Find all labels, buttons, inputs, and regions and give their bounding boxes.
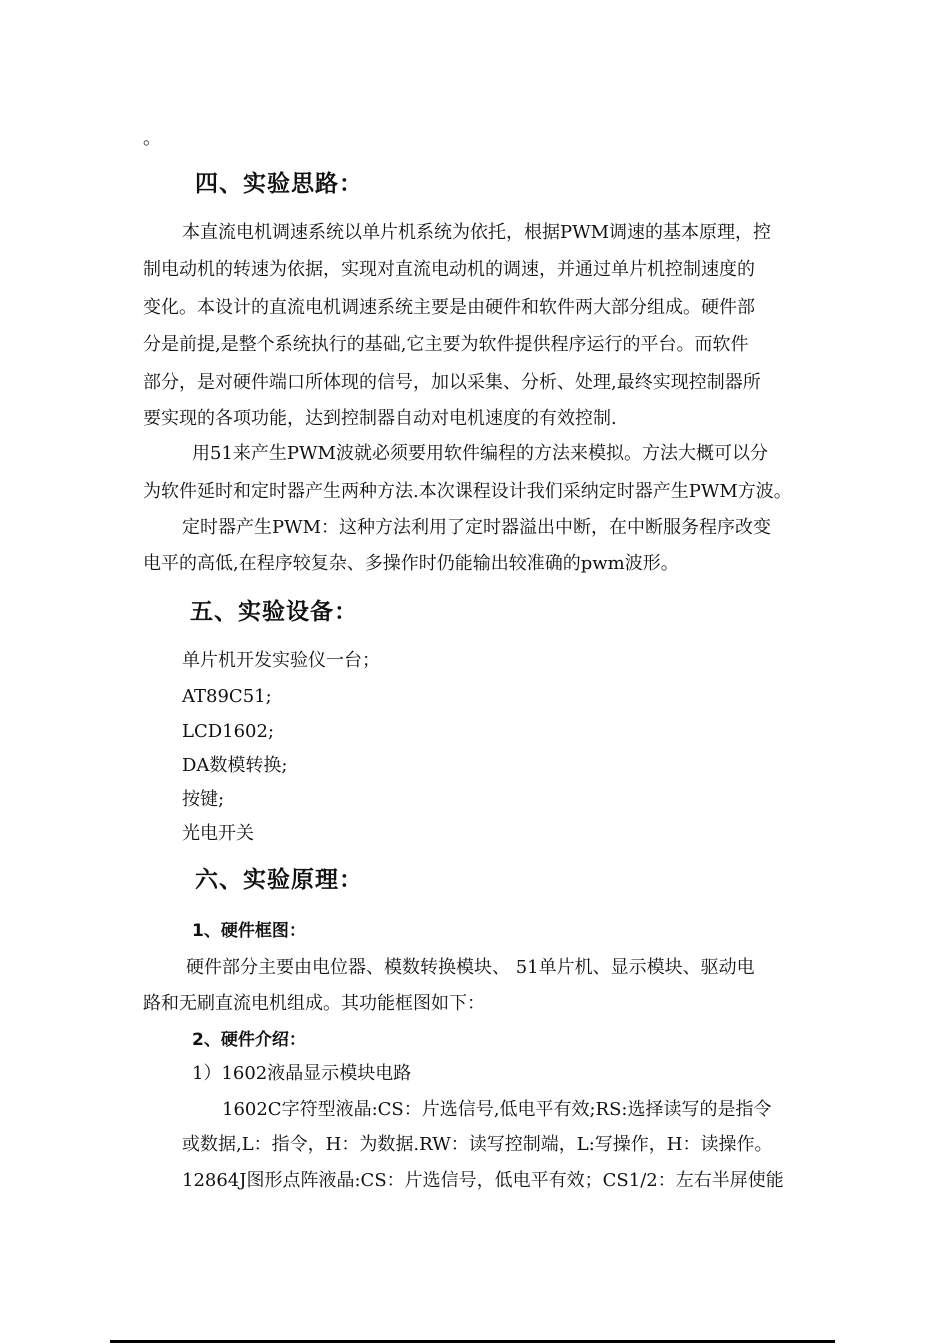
hardware-diagram-line2: 路和无刷直流电机组成。其功能框图如下： (143, 993, 485, 1014)
equipment-item-4: DA数模转换; (182, 755, 288, 776)
equipment-item-1: 单片机开发实验仪一台； (182, 650, 380, 671)
hardware-intro-line3: 12864J图形点阵液晶:CS：片选信号，低电平有效；CS1/2：左右半屏使能 (182, 1170, 784, 1191)
equipment-item-3: LCD1602; (182, 721, 275, 742)
section4-para1-line3: 变化。本设计的直流电机调速系统主要是由硬件和软件两大部分组成。硬件部 (143, 297, 755, 318)
section4-para1-line1: 本直流电机调速系统以单片机系统为依托，根据PWM调速的基本原理，控 (182, 222, 772, 243)
section4-para3-line1: 定时器产生PWM：这种方法利用了定时器溢出中断，在中断服务程序改变 (182, 517, 772, 538)
equipment-item-5: 按键; (182, 789, 225, 810)
section4-para2-line2: 为软件延时和定时器产生两种方法.本次课程设计我们采纳定时器产生PWM方波。 (143, 481, 792, 502)
subsection-hardware-diagram-heading: 1、硬件框图： (192, 921, 306, 941)
section6-heading: 六、实验原理： (195, 867, 363, 893)
section4-para1-line4: 分是前提,是整个系统执行的基础,它主要为软件提供程序运行的平台。而软件 (143, 334, 749, 355)
equipment-item-6: 光电开关 (182, 823, 254, 844)
page-bottom-rule (110, 1340, 835, 1343)
section4-para1-line5: 部分，是对硬件端口所体现的信号，加以采集、分析、处理,最终实现控制器所 (143, 372, 761, 393)
lcd1602-item-title: 1）1602液晶显示模块电路 (192, 1063, 412, 1084)
subsection-hardware-intro-heading: 2、硬件介绍： (192, 1030, 306, 1050)
section4-para1-line2: 制电动机的转速为依据，实现对直流电动机的调速，并通过单片机控制速度的 (143, 259, 755, 280)
hardware-intro-line2: 或数据,L：指令，H：为数据.RW：读写控制端，L:写操作，H：读操作。 (182, 1134, 773, 1155)
section4-para2-line1: 用51来产生PWM波就必须要用软件编程的方法来模拟。方法大概可以分 (192, 443, 768, 464)
equipment-item-2: AT89C51; (182, 686, 272, 707)
section4-heading: 四、实验思路： (195, 171, 363, 197)
section4-para1-line6: 要实现的各项功能，达到控制器自动对电机速度的有效控制. (143, 408, 617, 429)
leading-period: 。 (143, 128, 161, 149)
hardware-intro-line1: 1602C字符型液晶:CS：片选信号,低电平有效;RS:选择读写的是指令 (222, 1099, 772, 1120)
section5-heading: 五、实验设备： (190, 599, 358, 625)
section4-para3-line2: 电平的高低,在程序较复杂、多操作时仍能输出较准确的pwm波形。 (143, 553, 679, 574)
hardware-diagram-line1: 硬件部分主要由电位器、模数转换模块、 51单片机、显示模块、驱动电 (186, 957, 755, 978)
